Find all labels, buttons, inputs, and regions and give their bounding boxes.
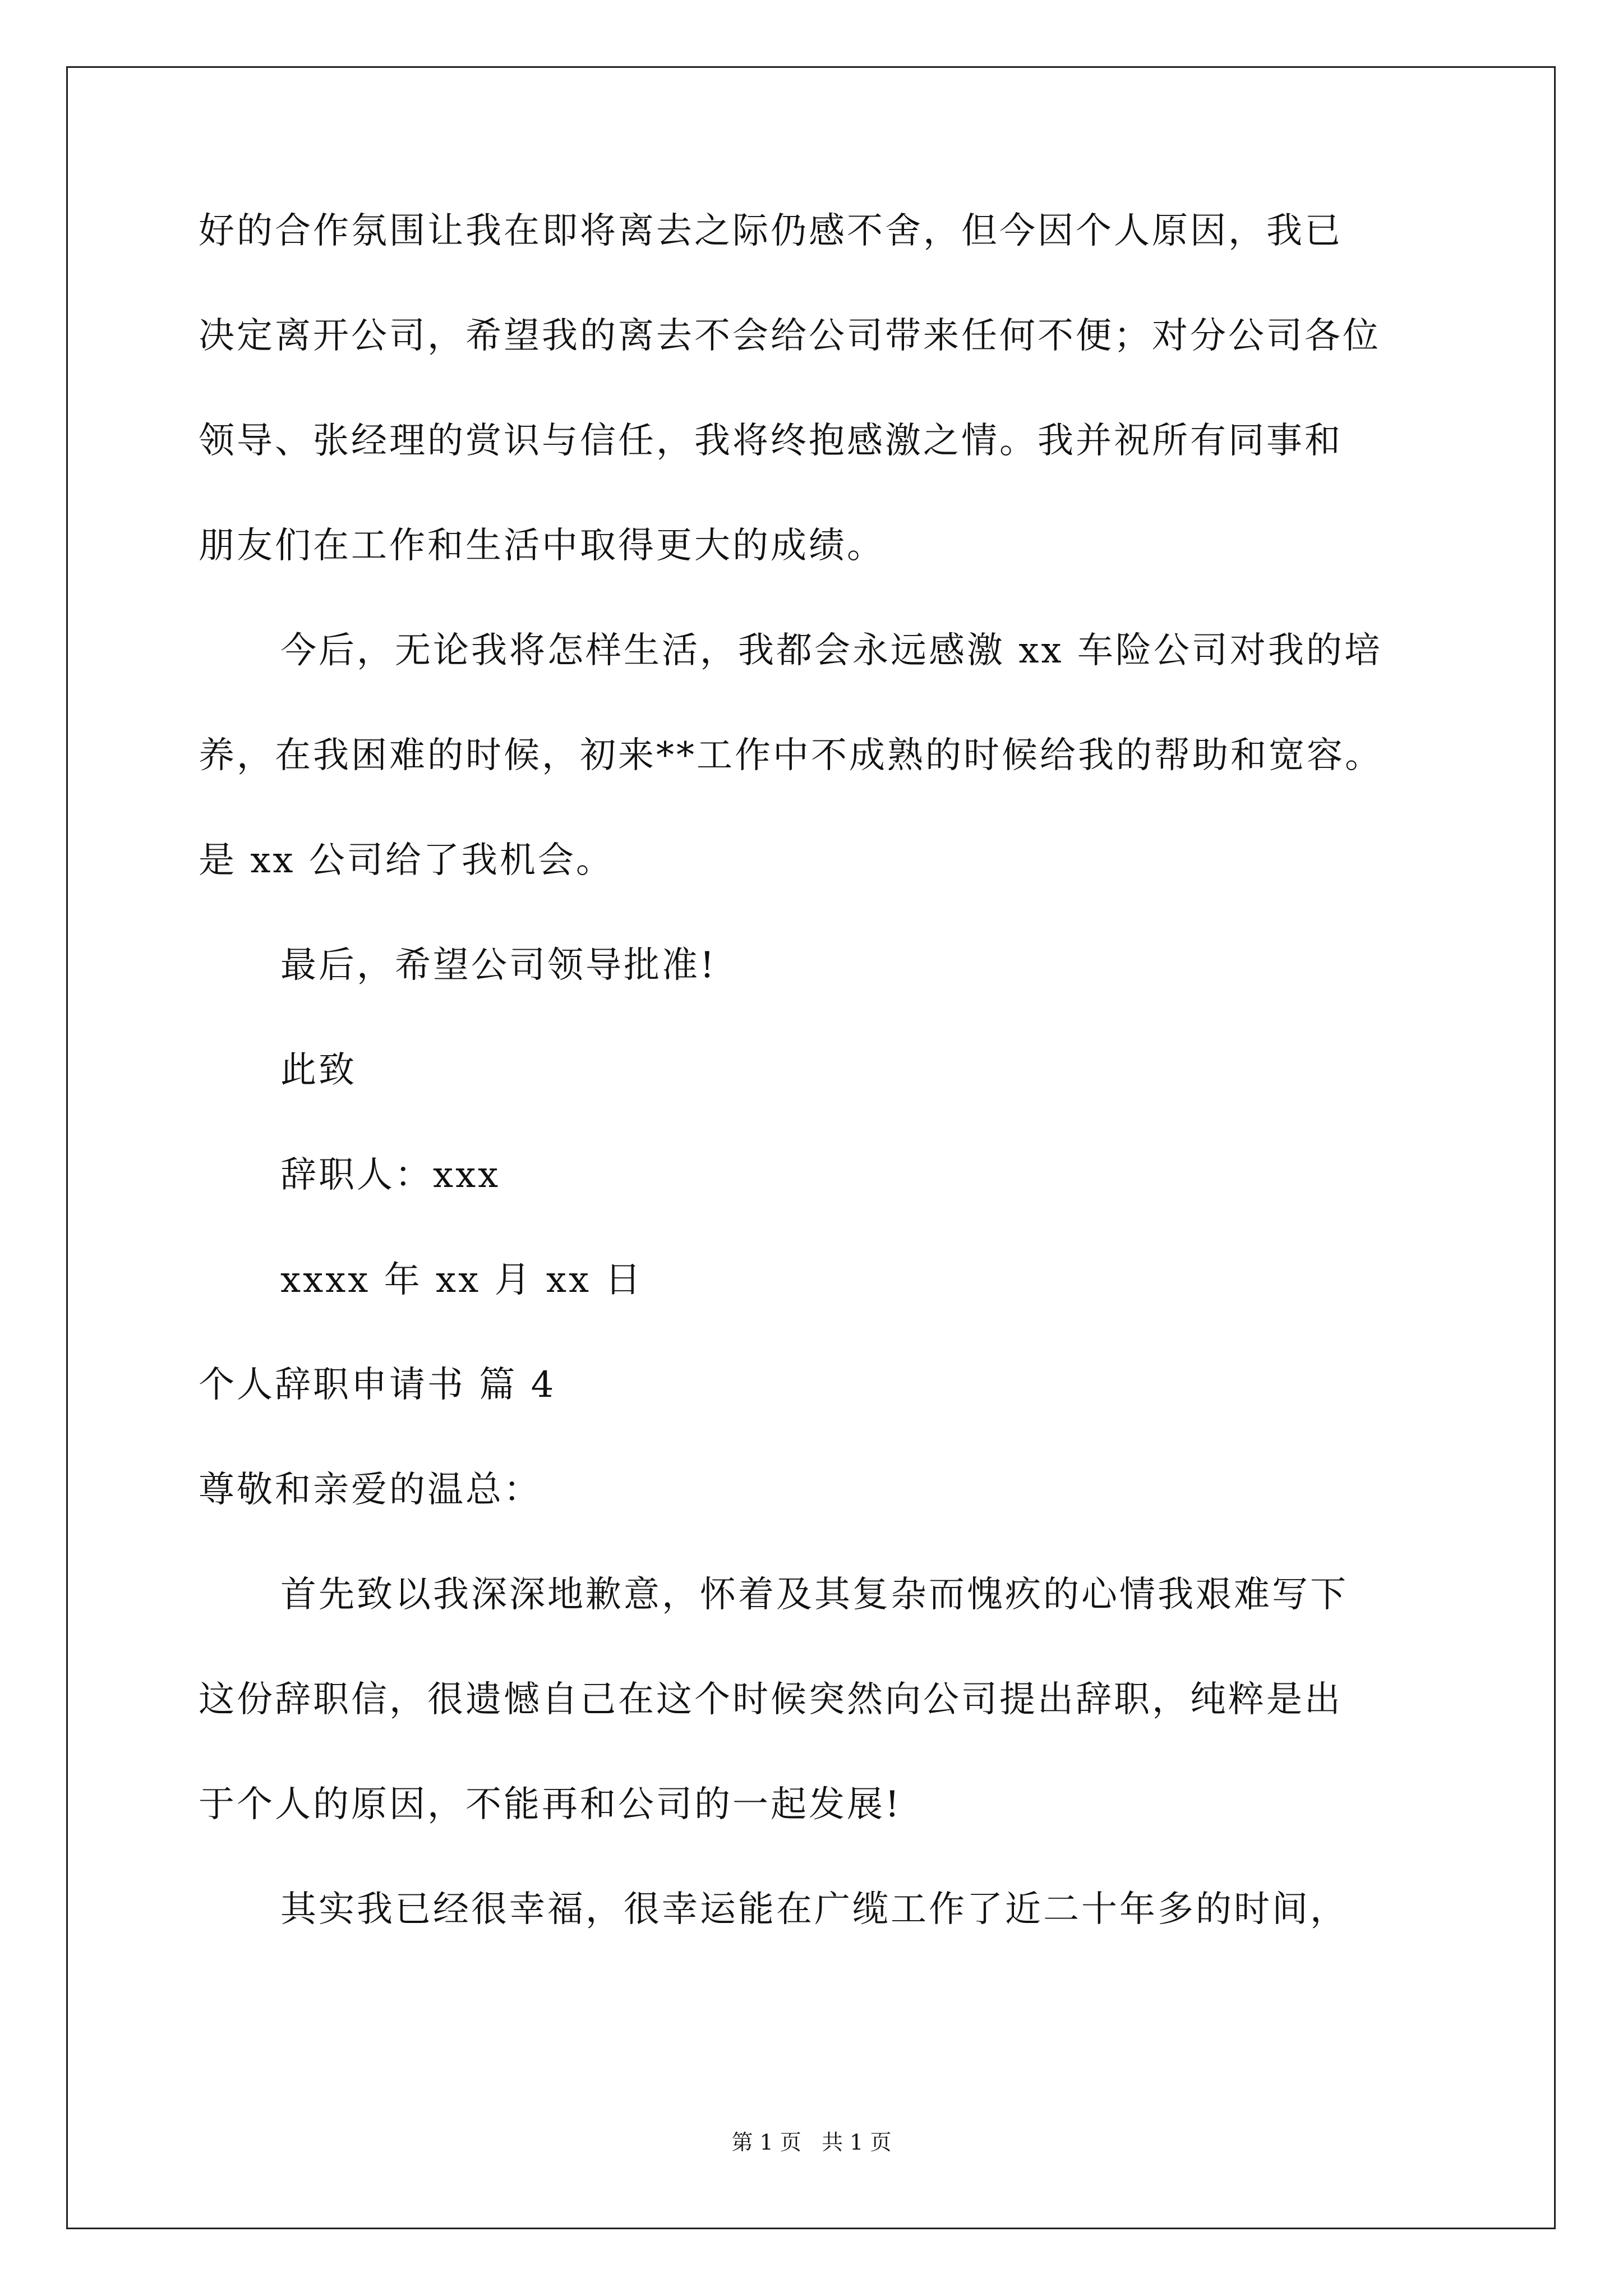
paragraph-line: 这份辞职信，很遗憾自己在这个时候突然向公司提出辞职，纯粹是出 — [199, 1679, 1343, 1720]
paragraph-line: 养，在我困难的时候，初来**工作中不成熟的时候给我的帮助和宽容。 — [199, 735, 1383, 776]
paragraph-line: 朋友们在工作和生活中取得更大的成绩。 — [199, 525, 885, 567]
paragraph-line: 首先致以我深深地歉意，怀着及其复杂而愧疚的心情我艰难写下 — [280, 1574, 1348, 1616]
paragraph-line: 是 xx 公司给了我机会。 — [199, 840, 614, 881]
closing-request: 最后，希望公司领导批准! — [280, 945, 717, 986]
paragraph-line: 其实我已经很幸福，很幸运能在广缆工作了近二十年多的时间， — [280, 1889, 1348, 1930]
date-line: xxxx 年 xx 月 xx 日 — [280, 1259, 643, 1301]
paragraph-line: 今后，无论我将怎样生活，我都会永远感激 xx 车险公司对我的培 — [280, 630, 1382, 671]
salutation-closing: 此致 — [280, 1050, 357, 1091]
paragraph-line: 好的合作氛围让我在即将离去之际仍感不舍，但今因个人原因，我已 — [199, 210, 1343, 252]
salutation: 尊敬和亲爱的温总： — [199, 1469, 542, 1511]
paragraph-line: 于个人的原因，不能再和公司的一起发展! — [199, 1784, 902, 1825]
paragraph-line: 决定离开公司，希望我的离去不会给公司带来任何不便；对分公司各位 — [199, 315, 1381, 357]
paragraph-line: 领导、张经理的赏识与信任，我将终抱感激之情。我并祝所有同事和 — [199, 420, 1343, 462]
page-footer: 第 1 页 共 1 页 — [731, 2130, 892, 2155]
section-heading: 个人辞职申请书 篇 4 — [199, 1364, 556, 1406]
document-body — [199, 210, 1432, 1996]
signature-line: 辞职人：xxx — [280, 1154, 501, 1196]
